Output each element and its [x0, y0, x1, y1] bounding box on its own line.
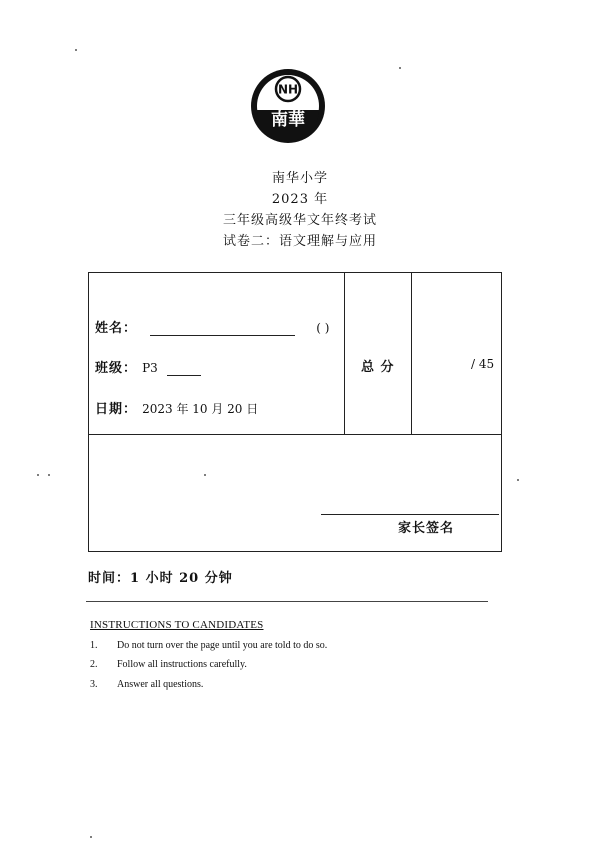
name-row	[95, 317, 329, 336]
instruction-text: Answer all questions.	[117, 679, 204, 690]
exam-duration: 时间：1 小时 20 分钟	[88, 571, 233, 586]
scan-speck	[37, 474, 39, 476]
school-logo	[248, 66, 328, 146]
instruction-number: 3.	[90, 679, 98, 690]
class-row	[95, 357, 201, 376]
class-field[interactable]	[167, 363, 201, 376]
exam-header	[0, 168, 600, 252]
total-score-value: / 45	[471, 357, 495, 371]
parent-signature-line[interactable]	[321, 514, 499, 515]
student-info-box	[88, 272, 502, 552]
scan-speck	[517, 479, 519, 481]
instruction-item	[90, 679, 203, 690]
instruction-number: 2.	[90, 659, 98, 670]
scan-speck	[90, 836, 92, 838]
instruction-item	[90, 659, 247, 670]
section-separator	[86, 601, 488, 602]
instruction-text: Follow all instructions carefully.	[117, 659, 247, 670]
class-number-bracket: ( )	[316, 321, 330, 335]
scan-speck	[204, 474, 206, 476]
date-row	[95, 398, 258, 417]
total-score-label: 总 分	[361, 360, 395, 375]
scan-speck	[75, 49, 77, 51]
parent-signature-label: 家长签名	[398, 521, 455, 536]
logo-name: 南華	[271, 110, 305, 130]
instruction-number: 1.	[90, 640, 98, 651]
school-name: 南华小学	[271, 171, 328, 186]
paper-title: 试卷二：语文理解与应用	[222, 234, 377, 249]
scan-speck	[48, 474, 50, 476]
instruction-item	[90, 640, 327, 651]
date-value: 2023 年 10 月 20 日	[142, 402, 259, 416]
box-divider-2	[411, 273, 412, 435]
class-label: 班级：	[95, 361, 138, 376]
box-divider-horizontal	[89, 434, 501, 435]
logo-initials: NH	[277, 82, 299, 97]
instruction-text: Do not turn over the page until you are told to do so.	[117, 640, 328, 651]
exam-title: 三年级高级华文年终考试	[222, 213, 377, 228]
instructions-title: INSTRUCTIONS TO CANDIDATES	[90, 619, 264, 631]
class-value: P3	[142, 361, 158, 375]
exam-year: 2023 年	[271, 192, 329, 207]
box-divider-1	[344, 273, 345, 435]
scan-speck	[399, 67, 401, 69]
name-field[interactable]	[150, 321, 295, 336]
date-label: 日期：	[95, 402, 138, 417]
name-label: 姓名：	[95, 321, 138, 336]
